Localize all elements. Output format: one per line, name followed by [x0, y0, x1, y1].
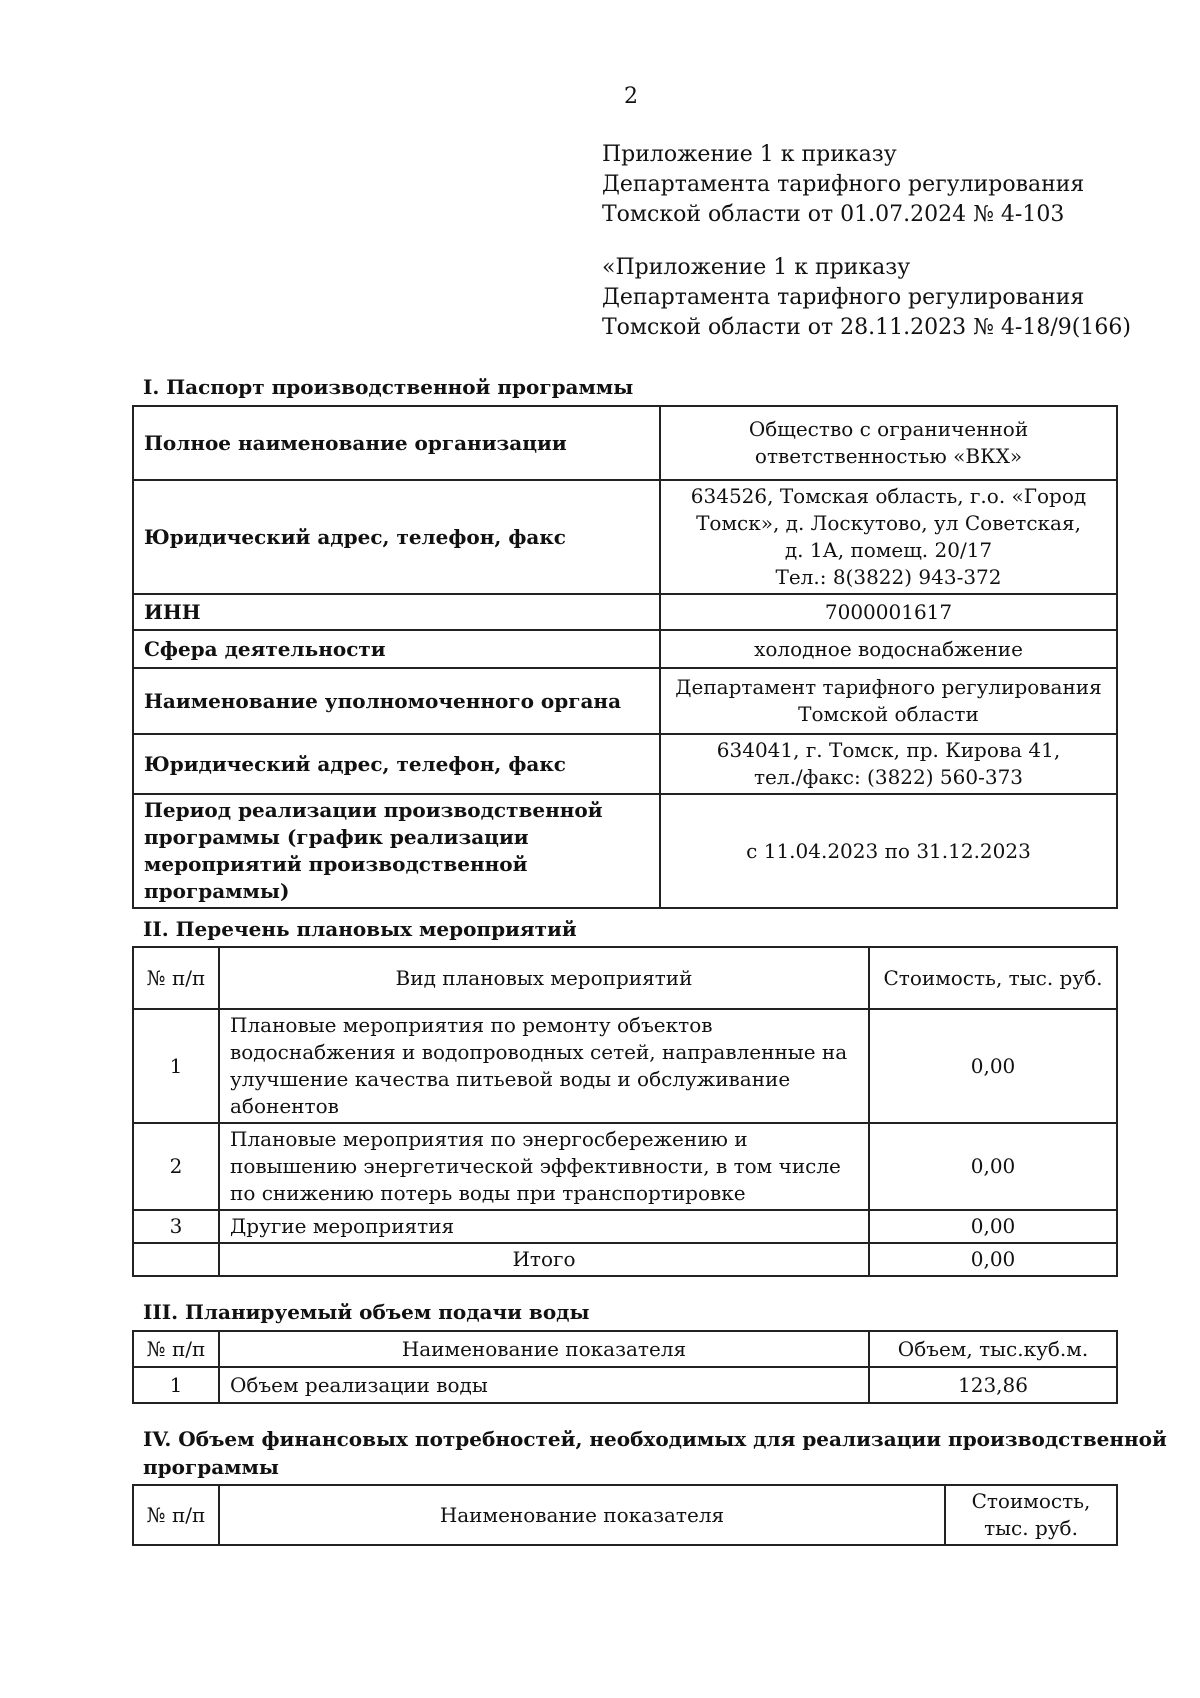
column-header: Объем, тыс.куб.м. [869, 1331, 1117, 1367]
row-value: Департамент тарифного регулирования Томской области [660, 668, 1117, 734]
table-row [133, 668, 1117, 734]
row-number: 1 [133, 1367, 219, 1403]
row-value: 634041, г. Томск, пр. Кирова 41, тел./факс: (3822) 560-373 [660, 734, 1117, 794]
row-label: ИНН [133, 594, 660, 630]
appendix-line: Приложение 1 к приказу [602, 142, 897, 167]
row-number [133, 1243, 219, 1276]
appendix-line: Департамента тарифного регулирования [602, 172, 1085, 197]
row-label: Юридический адрес, телефон, факс [133, 734, 660, 794]
row-number: 3 [133, 1210, 219, 1243]
table-row [133, 1123, 1117, 1210]
indicator-volume: 123,86 [869, 1367, 1117, 1403]
section-3-title: III. Планируемый объем подачи воды [143, 1300, 590, 1324]
row-number: 1 [133, 1009, 219, 1123]
table-row [133, 630, 1117, 668]
appendix-line: Томской области от 01.07.2024 № 4-103 [602, 202, 1065, 227]
total-row [133, 1243, 1117, 1276]
section-1-title: I. Паспорт производственной программы [143, 375, 634, 399]
column-header: Вид плановых мероприятий [219, 947, 869, 1009]
total-label: Итого [219, 1243, 869, 1276]
column-header: Стоимость, тыс. руб. [945, 1485, 1117, 1545]
activity-name: Плановые мероприятия по энергосбережению и повышению энергетической эффективности, в том числе по снижению потерь воды при транспортировке [219, 1123, 869, 1210]
column-header: № п/п [133, 1485, 219, 1545]
appendix-line: «Приложение 1 к приказу [602, 255, 911, 280]
page-number: 2 [624, 84, 638, 109]
table-row [133, 794, 1117, 908]
column-header: Наименование показателя [219, 1331, 869, 1367]
passport-table [132, 405, 1118, 909]
row-value: 634526, Томская область, г.о. «Город Томск», д. Лоскутово, ул Советская, д. 1А, помещ. 20/17 Тел.: 8(3822) 943-372 [660, 480, 1117, 594]
row-value: Общество с ограниченной ответственностью «ВКХ» [660, 406, 1117, 480]
total-value: 0,00 [869, 1243, 1117, 1276]
appendix-header-current [602, 140, 1084, 230]
table-row [133, 1367, 1117, 1403]
appendix-line: Томской области от 28.11.2023 № 4-18/9(166) [602, 315, 1131, 340]
table-row [133, 480, 1117, 594]
financial-needs-table [132, 1484, 1118, 1546]
water-volume-table [132, 1330, 1118, 1404]
row-label: Наименование уполномоченного органа [133, 668, 660, 734]
activity-cost: 0,00 [869, 1009, 1117, 1123]
row-value: холодное водоснабжение [660, 630, 1117, 668]
appendix-header-original [602, 253, 1131, 343]
section-2-title: II. Перечень плановых мероприятий [143, 917, 577, 941]
row-value: 7000001617 [660, 594, 1117, 630]
column-header: № п/п [133, 947, 219, 1009]
activities-table [132, 946, 1118, 1277]
table-row [133, 594, 1117, 630]
activity-name: Плановые мероприятия по ремонту объектов водоснабжения и водопроводных сетей, направленные на улучшение качества питьевой воды и обслуживание абонентов [219, 1009, 869, 1123]
table-header-row [133, 1331, 1117, 1367]
row-label: Период реализации производственной программы (график реализации мероприятий производственной программы) [133, 794, 660, 908]
activity-cost: 0,00 [869, 1210, 1117, 1243]
column-header: № п/п [133, 1331, 219, 1367]
row-value: с 11.04.2023 по 31.12.2023 [660, 794, 1117, 908]
table-row [133, 1009, 1117, 1123]
column-header: Наименование показателя [219, 1485, 945, 1545]
activity-cost: 0,00 [869, 1123, 1117, 1210]
appendix-line: Департамента тарифного регулирования [602, 285, 1085, 310]
row-label: Юридический адрес, телефон, факс [133, 480, 660, 594]
table-row [133, 1210, 1117, 1243]
row-number: 2 [133, 1123, 219, 1210]
table-row [133, 734, 1117, 794]
row-label: Полное наименование организации [133, 406, 660, 480]
table-header-row [133, 947, 1117, 1009]
activity-name: Другие мероприятия [219, 1210, 869, 1243]
column-header: Стоимость, тыс. руб. [869, 947, 1117, 1009]
table-row [133, 406, 1117, 480]
row-label: Сфера деятельности [133, 630, 660, 668]
table-header-row [133, 1485, 1117, 1545]
section-4-title: IV. Объем финансовых потребностей, необходимых для реализации производственной программы [143, 1427, 1167, 1479]
indicator-name: Объем реализации воды [219, 1367, 869, 1403]
